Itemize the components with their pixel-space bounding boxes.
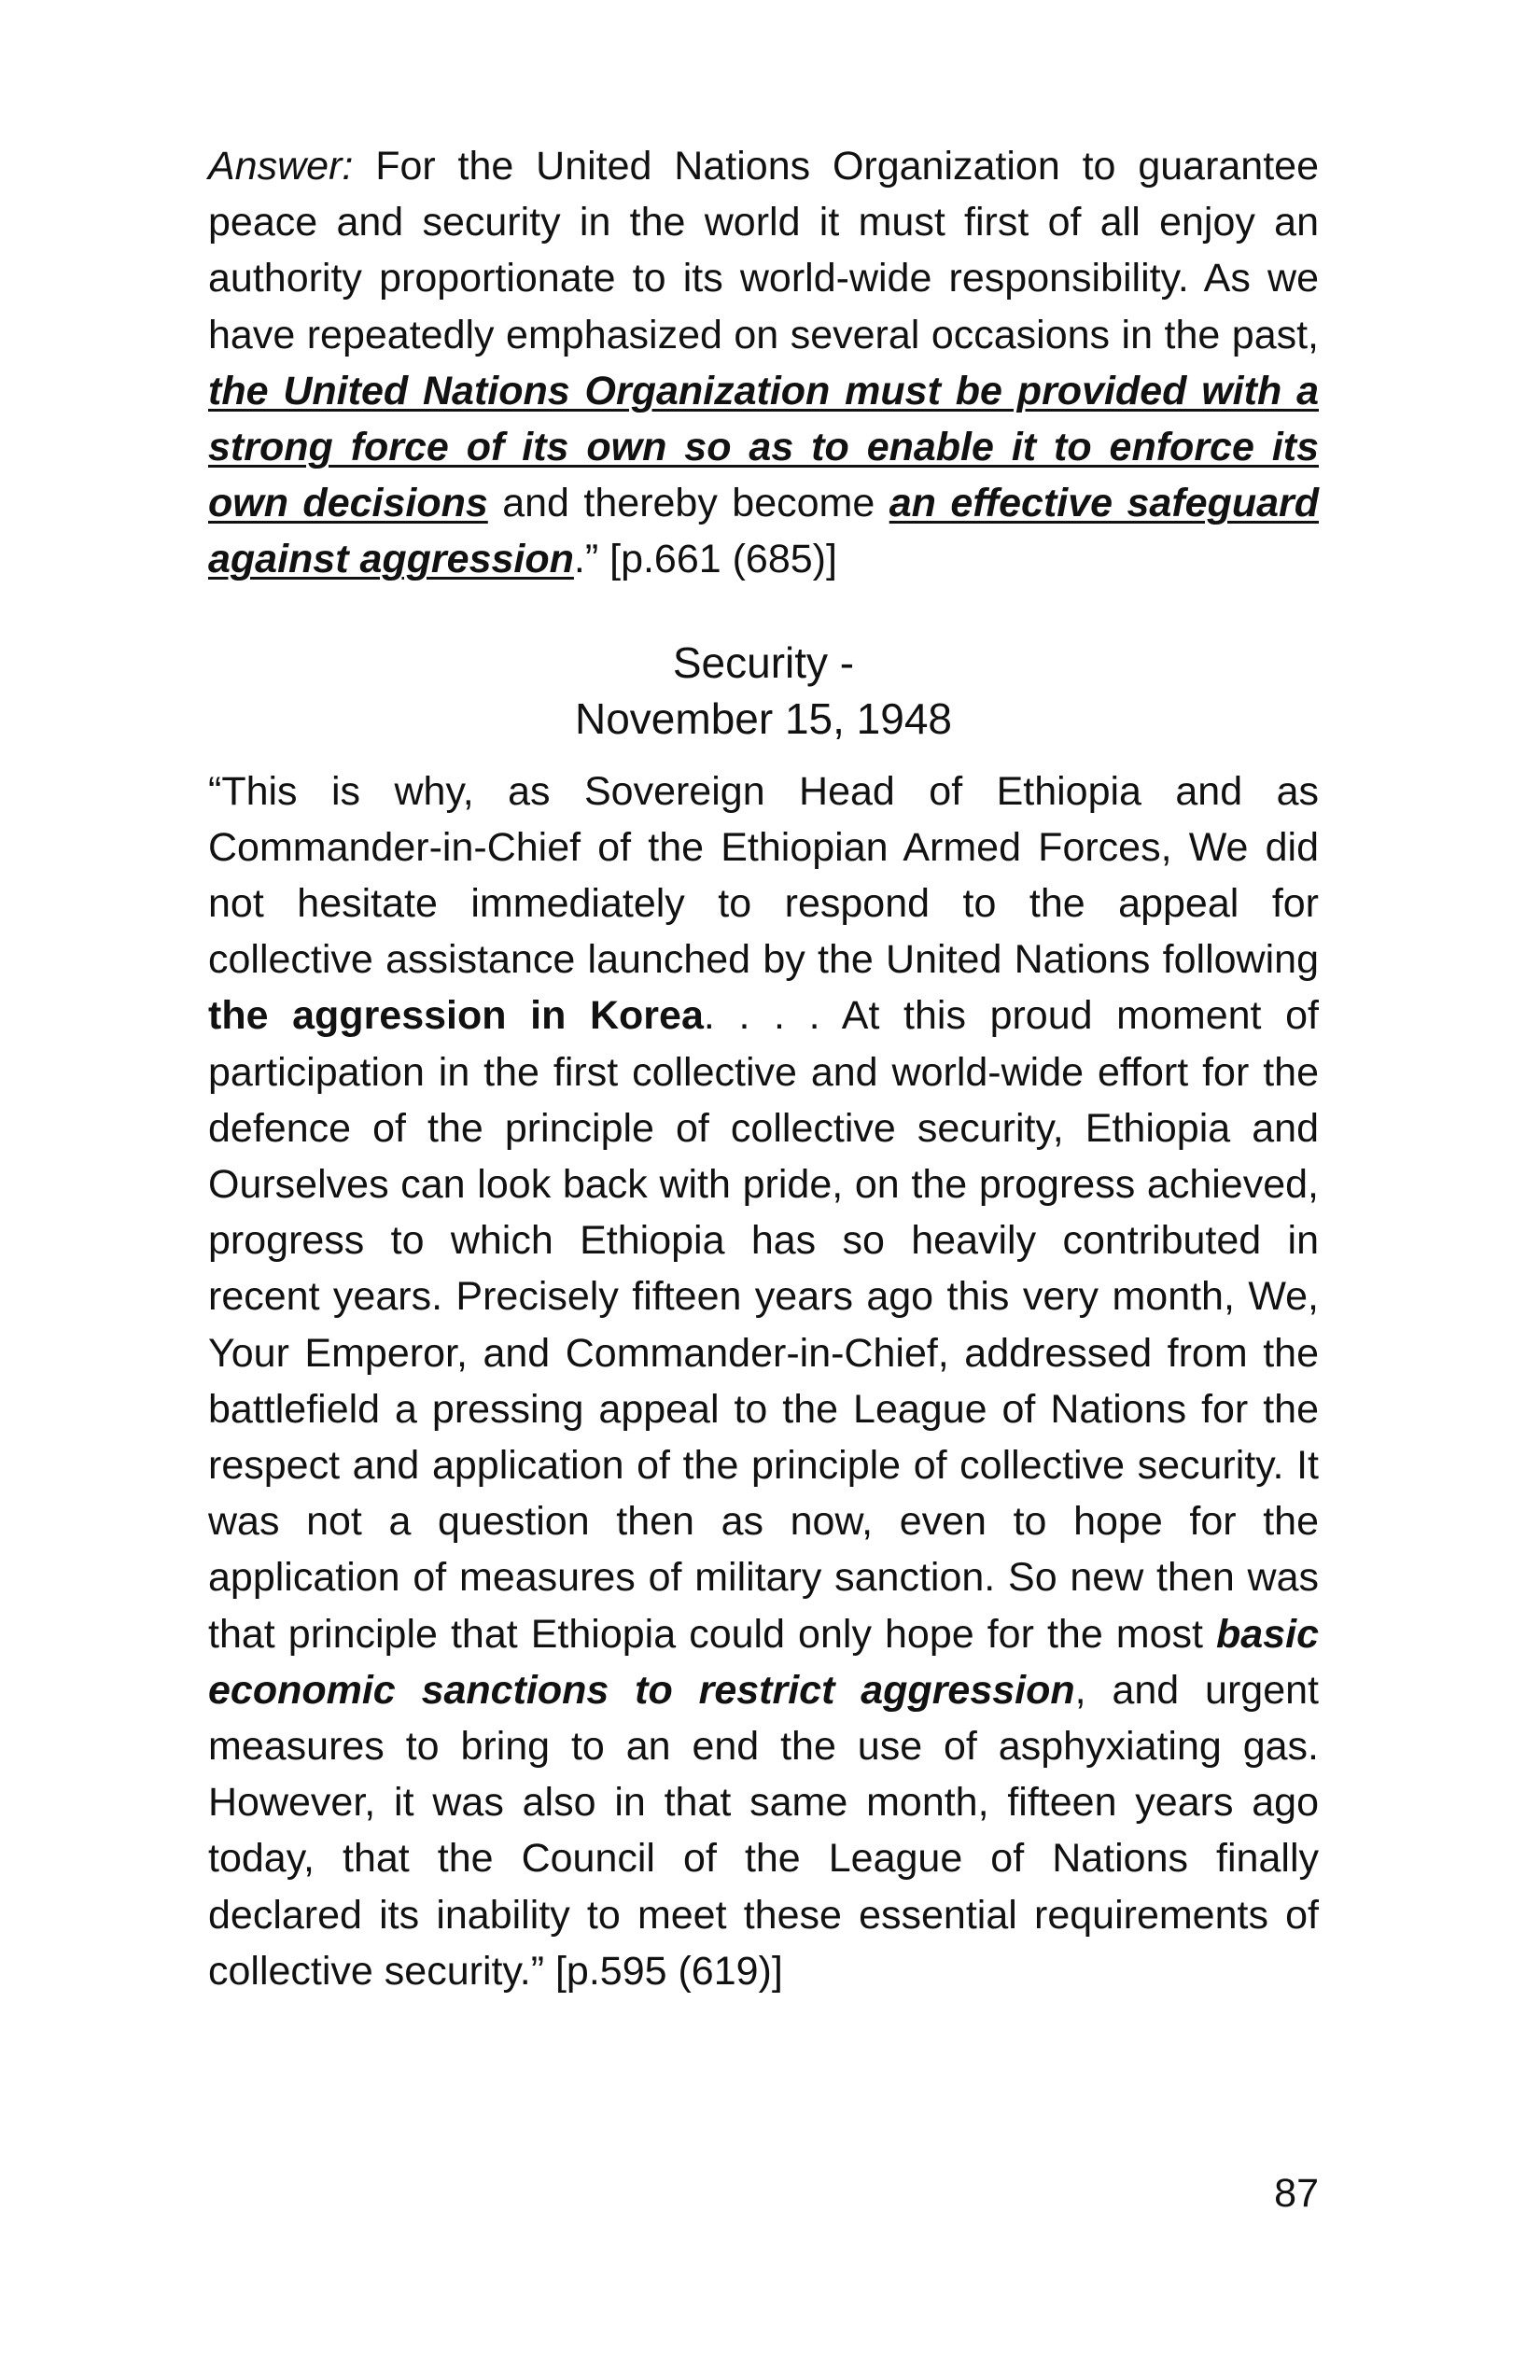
quote-citation: , and urgent measures to bring to an end the use of asphyxiating gas. However, it was also in that same month, fifteen years ago today, that the Council of the League of Nations finally declared its inability to meet these essential requirements of collective security.” [p.595 (619)] — [208, 1667, 1319, 1994]
quote-emphasis-sanctions: basic economic sanctions to restrict aggression — [208, 1611, 1319, 1713]
section-heading — [208, 635, 1319, 747]
answer-citation: .” [p.661 (685)] — [573, 537, 837, 582]
answer-paragraph — [208, 138, 1319, 588]
section-title: Security - — [672, 637, 855, 687]
answer-text: and thereby become — [487, 481, 889, 526]
answer-text: For the United Nations Organization to guarantee peace and security in the world it must first of all enjoy an authority proportionate to its world-wide responsibility. As we have repeatedly emphasized on several occasions in the past, — [208, 144, 1319, 357]
quote-text: “This is why, as Sovereign Head of Ethiopia and as Commander-in-Chief of the Ethiopian Armed Forces, We did not hesitate immediately to respond to the appeal for collective assistance launched by the United Nations following — [208, 768, 1319, 983]
quote-text: . . . . At this proud moment of participation in the first collective and world-wide effort for the defence of the principle of collective security, Ethiopia and Ourselves can look back with pride, on the progress achieved, progress to which Ethiopia has so heavily contributed in recent years. Precisely fifteen years ago this very month, We, Your Emperor, and Commander-in-Chief, addressed from the battlefield a pressing appeal to the League of Nations for the respect and application of the principle of collective security. It was not a question then as now, even to hope for the application of measures of military sanction. So new then was that principle that Ethiopia could only hope for the most — [208, 993, 1319, 1657]
page-content — [208, 138, 1319, 1999]
section-date: November 15, 1948 — [574, 693, 953, 743]
quote-emphasis-korea: the aggression in Korea — [208, 993, 704, 1039]
page-number: 87 — [1274, 2171, 1319, 2216]
answer-emphasis-force: the United Nations Organization must be provided with a strong force of its own so as to enable it to enforce its own decisions — [208, 368, 1319, 526]
answer-emphasis-safeguard: an effective safeguard against aggression — [208, 481, 1319, 582]
answer-label: Answer: — [208, 144, 354, 189]
quote-paragraph — [208, 763, 1319, 1999]
